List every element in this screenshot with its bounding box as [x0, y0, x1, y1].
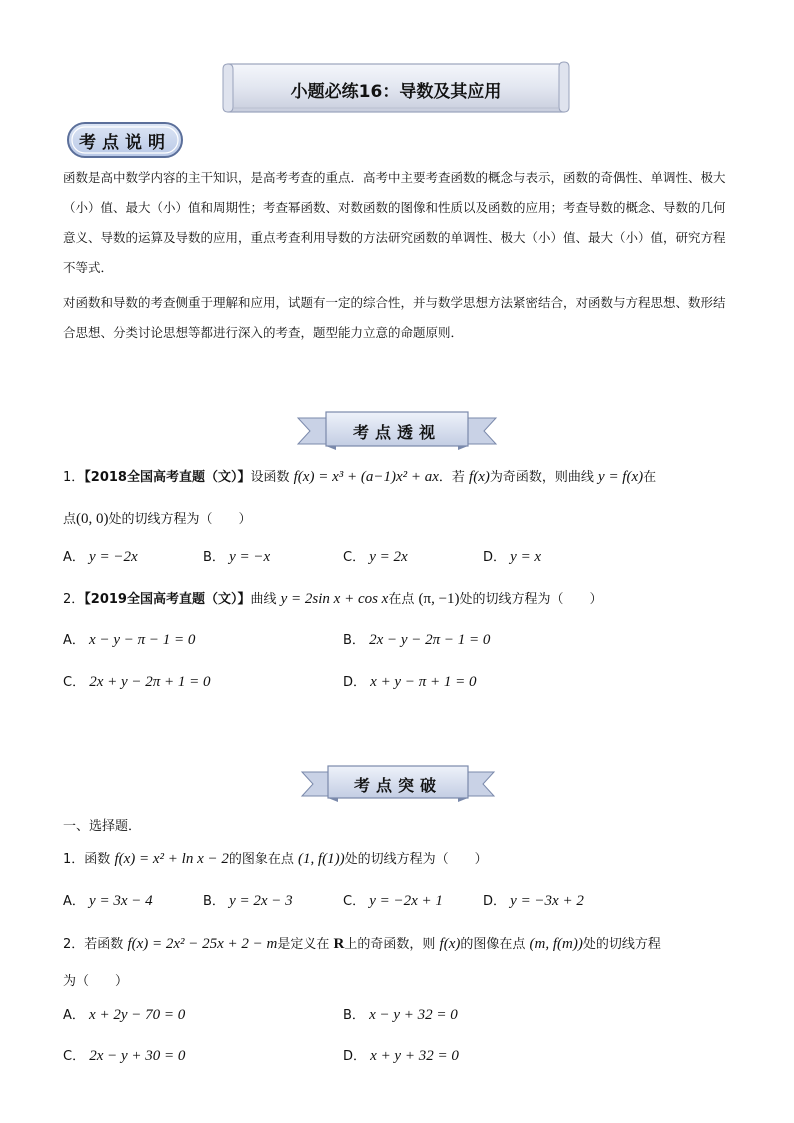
- break-q2-option-d[interactable]: D． x + y + 32 = 0: [343, 1048, 459, 1064]
- news-q1-option-b[interactable]: B． y = −x: [203, 549, 271, 565]
- news-q1-option-a[interactable]: A． y = −2x: [63, 549, 138, 565]
- part-heading: 一、选择题．: [63, 819, 142, 834]
- break-q2-option-c[interactable]: C． 2x − y + 30 = 0: [63, 1048, 186, 1064]
- page-title: 小题必练16：导数及其应用: [290, 82, 502, 102]
- news-q2-option-b[interactable]: B． 2x − y − 2π − 1 = 0: [343, 632, 491, 648]
- break-question-2-line2: 为（ ）: [63, 974, 129, 989]
- intro-paragraph-1: 函数是高中数学内容的主干知识，是高考考查的重点．高考中主要考查函数的概念与表示，函数的奇偶性、单调性、极大（小）值、最大（小）值和周期性；考查幂函数、对数函数的图像和性质以及函数的应用；考查导数的概念、导数的几何意义、导数的运算及导数的应用，重点考查利用导数的方法研究函数的单调性、极大（小）值、最大（小）值，研究方程不等式．: [63, 170, 726, 275]
- break-question-1: 1．函数 f(x) = x² + ln x − 2的图象在点 (1, f(1))处的切线方程为（ ）: [63, 851, 488, 867]
- news-question-2: 2．【2019全国高考直题（文）】曲线 y = 2sin x + cos x在点 (π, −1)处的切线方程为（ ）: [63, 591, 603, 607]
- break-q1-option-c[interactable]: C． y = −2x + 1: [343, 893, 443, 909]
- break-question-2: 2．若函数 f(x) = 2x² − 25x + 2 − m是定义在 R上的奇函数，则 f(x)的图像在点 (m, f(m))处的切线方程: [63, 936, 661, 952]
- news-question-1: 1．【2018全国高考直题（文）】设函数 f(x) = x³ + (a−1)x² + ax．若 f(x)为奇函数，则曲线 y = f(x)在: [63, 469, 657, 485]
- section-badge-explain-label: 考点说明: [79, 133, 171, 153]
- break-q1-option-a[interactable]: A． y = 3x − 4: [63, 893, 153, 909]
- news-q2-option-a[interactable]: A． x − y − π − 1 = 0: [63, 632, 196, 648]
- break-q2-option-b[interactable]: B． x − y + 32 = 0: [343, 1007, 458, 1023]
- break-q1-option-d[interactable]: D． y = −3x + 2: [483, 893, 584, 909]
- news-q1-option-c[interactable]: C． y = 2x: [343, 549, 408, 565]
- news-q2-option-d[interactable]: D． x + y − π + 1 = 0: [343, 674, 477, 690]
- break-q2-option-a[interactable]: A． x + 2y − 70 = 0: [63, 1007, 186, 1023]
- news-q2-option-c[interactable]: C． 2x + y − 2π + 1 = 0: [63, 674, 211, 690]
- ribbon-news-label: 考点透视: [352, 423, 441, 442]
- ribbon-breakthrough-label: 考点突破: [353, 776, 442, 795]
- intro-paragraph-2: 对函数和导数的考查侧重于理解和应用，试题有一定的综合性，并与数学思想方法紧密结合，对函数与方程思想、数形结合思想、分类讨论思想等都进行深入的考查，题型能力立意的命题原则．: [63, 295, 726, 340]
- news-q1-option-d[interactable]: D． y = x: [483, 549, 542, 565]
- news-question-1-line2: 点(0, 0)处的切线方程为（ ）: [63, 511, 252, 527]
- break-q1-option-b[interactable]: B． y = 2x − 3: [203, 893, 293, 909]
